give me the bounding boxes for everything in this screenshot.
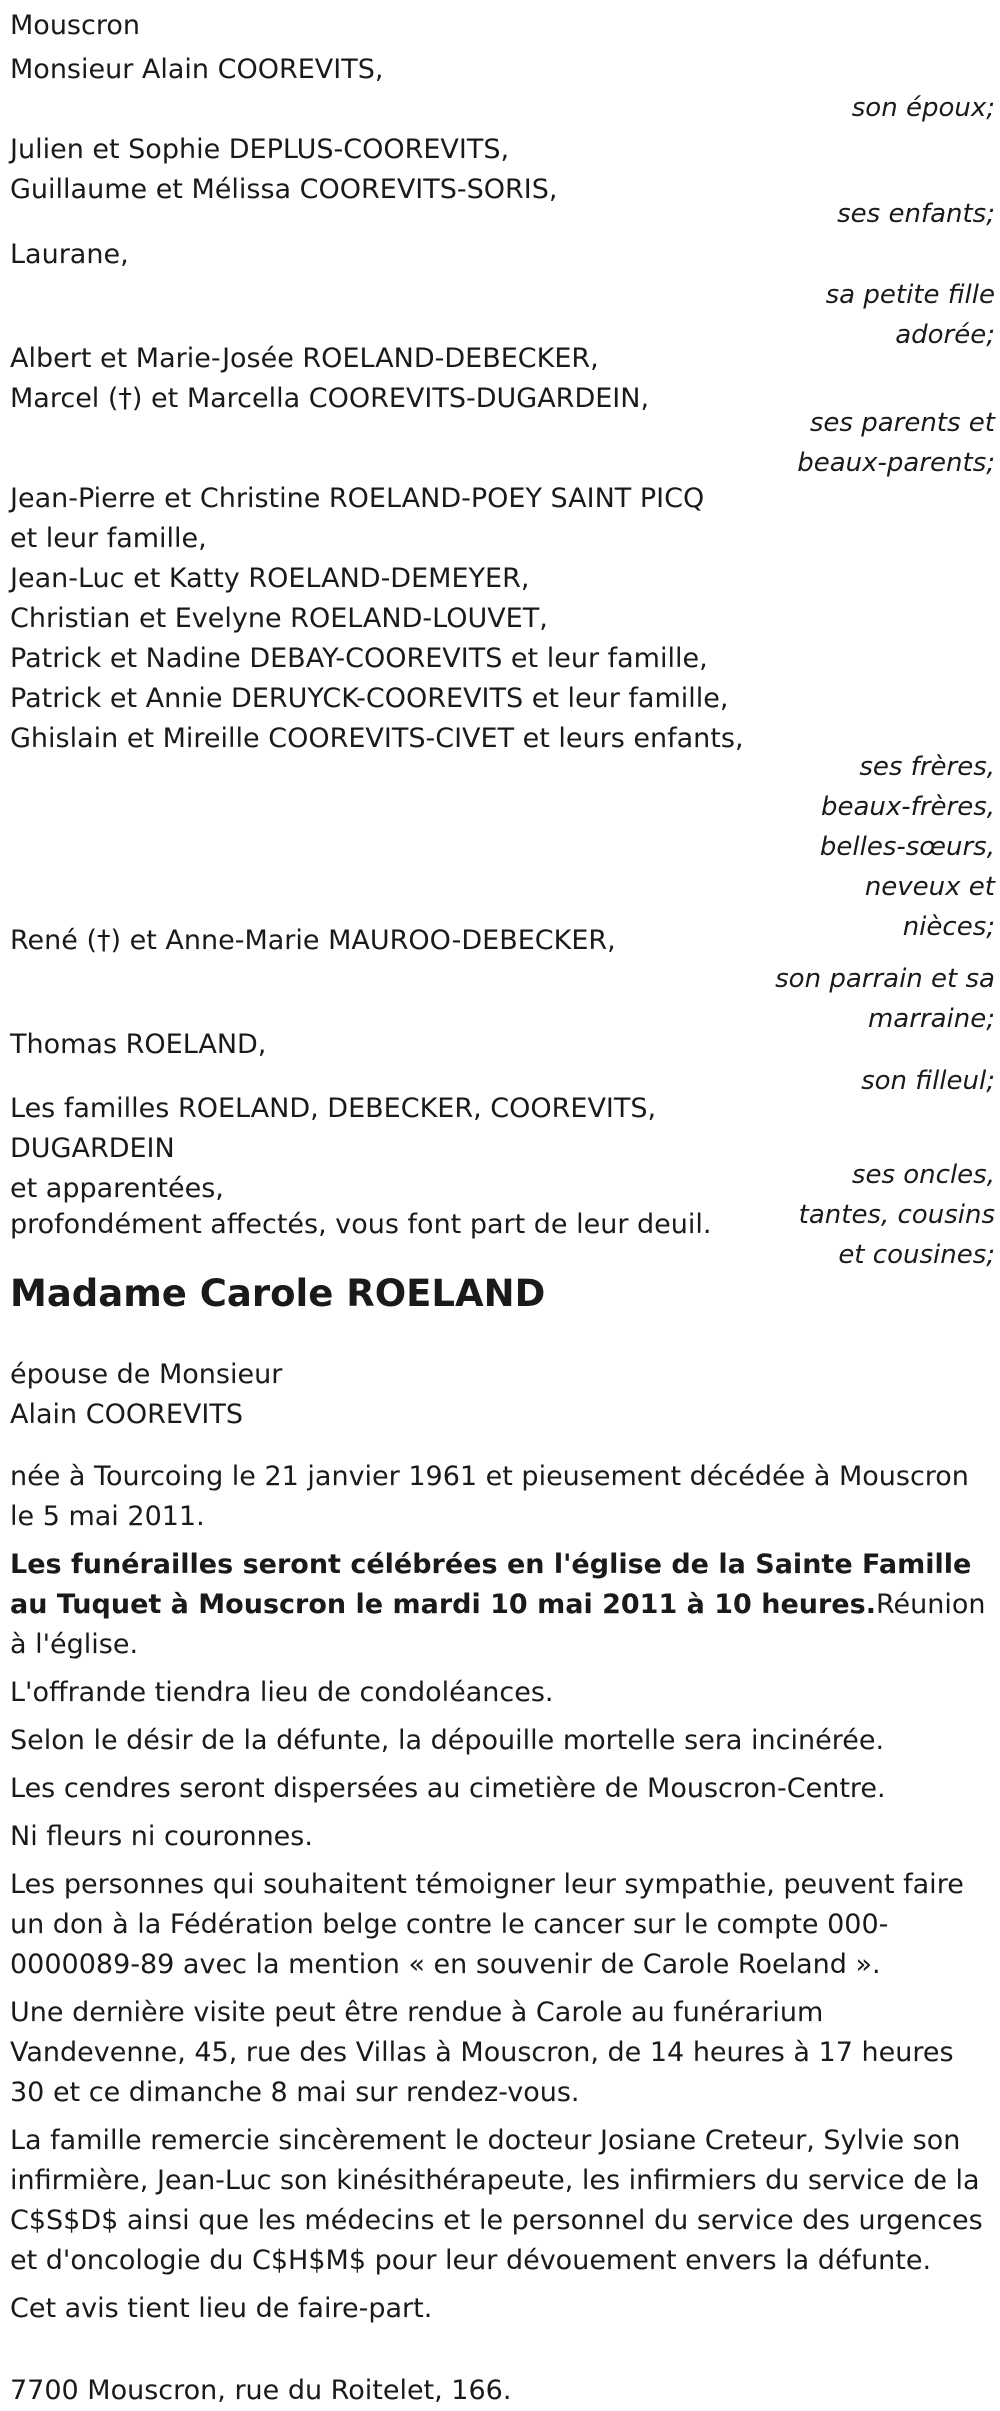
names-list: [10, 921, 790, 961]
names-list: [10, 339, 790, 419]
spouse-line: Alain COOREVITS: [10, 1399, 243, 1430]
names-list: [10, 235, 790, 275]
relation-label: ses frères, beaux-frères, belles-sœurs, neveux et nièces;: [819, 752, 995, 942]
family-name-line: Laurane,: [10, 239, 129, 270]
notice-paragraph: Les cendres seront dispersées au cimetière de Mouscron-Centre.: [10, 1773, 886, 1804]
notice-paragraph: Selon le désir de la défunte, la dépouille mortelle sera incinérée.: [10, 1725, 885, 1756]
deceased-name: Madame Carole ROELAND: [10, 1272, 546, 1315]
family-name-line: Monsieur Alain COOREVITS,: [10, 54, 384, 85]
address-line: 7700 Mouscron, rue du Roitelet, 166.: [10, 2375, 512, 2406]
spouse-info: [10, 1355, 995, 1457]
city-header: Mouscron: [10, 10, 140, 41]
spouse-line: épouse de Monsieur: [10, 1359, 283, 1390]
family-name-line: Les familles ROELAND, DEBECKER, COOREVITS, DUGARDEIN: [10, 1093, 657, 1164]
notice-paragraph: Une dernière visite peut être rendue à Carole au funérarium Vandevenne, 45, rue des Villas à Mouscron, de 14 heures à 17 heures 30 et ce dimanche 8 mai sur rendez-vous.: [10, 1997, 954, 2108]
funeral-meeting: Réunion à l'église.: [10, 1589, 986, 1660]
names-list: [10, 1089, 790, 1209]
family-name-line: Patrick et Nadine DEBAY-COOREVITS et leur famille,: [10, 643, 708, 674]
family-name-line: et apparentées,: [10, 1173, 224, 1204]
family-name-line: Guillaume et Mélissa COOREVITS-SORIS,: [10, 174, 558, 205]
family-name-line: Thomas ROELAND,: [10, 1029, 267, 1060]
birth-death-paragraph: née à Tourcoing le 21 janvier 1961 et pieusement décédée à Mouscron le 5 mai 2011.: [10, 1461, 969, 1532]
names-list: [10, 1025, 790, 1065]
family-name-line: Jean-Luc et Katty ROELAND-DEMEYER,: [10, 563, 530, 594]
family-group-godson: [10, 1025, 995, 1096]
family-name-line: René (†) et Anne-Marie MAUROO-DEBECKER,: [10, 925, 616, 956]
notice-paragraph: Ni fleurs ni couronnes.: [10, 1821, 313, 1852]
family-group-children: [10, 130, 995, 235]
names-list: [10, 50, 790, 90]
family-name-line: et leur famille,: [10, 523, 207, 554]
family-group-parents: [10, 339, 995, 479]
family-name-line: Julien et Sophie DEPLUS-COOREVITS,: [10, 134, 510, 165]
notice-paragraph: Cet avis tient lieu de faire-part.: [10, 2293, 433, 2324]
family-group-granddaughter: [10, 235, 995, 350]
family-name-line: Ghislain et Mireille COOREVITS-CIVET et leurs enfants,: [10, 723, 744, 754]
relation-label: ses oncles, tantes, cousins et cousines;: [798, 1160, 995, 1270]
funeral-details: Les funérailles seront célébrées en l'église de la Sainte Famille au Tuquet à Mouscron le mardi 10 mai 2011 à 10 heures.: [10, 1549, 972, 1620]
family-name-line: Patrick et Annie DERUYCK-COOREVITS et leur famille,: [10, 683, 729, 714]
relation-label: son parrain et sa marraine;: [775, 964, 995, 1034]
notice-paragraph: L'offrande tiendra lieu de condoléances.: [10, 1677, 554, 1708]
relation-label: sa petite fille adorée;: [825, 280, 995, 350]
obituary-notice: [10, 6, 995, 2411]
notice-paragraph: Les personnes qui souhaitent témoigner leur sympathie, peuvent faire un don à la Fédération belge contre le cancer sur le compte 000-0000089-89 avec la mention « en souvenir de Carole Roeland ».: [10, 1869, 964, 1980]
family-group-godparents: [10, 921, 995, 1034]
notice-paragraph: La famille remercie sincèrement le docteur Josiane Creteur, Sylvie son infirmière, Jean-Luc son kinésithérapeute, les infirmiers du service de la C$S$D$ ainsi que les médecins et le personnel du service des urgences et d'oncologie du C$H$M$ pour leur dévouement envers la défunte.: [10, 2125, 983, 2276]
relation-label: ses enfants;: [837, 199, 995, 229]
names-list: [10, 130, 790, 210]
family-name-line: Marcel (†) et Marcella COOREVITS-DUGARDEIN,: [10, 383, 650, 414]
funeral-paragraph: [10, 1545, 995, 1665]
relation-label: ses parents et beaux-parents;: [797, 408, 995, 478]
relation-label: son époux;: [851, 93, 995, 123]
family-group-spouse: [10, 50, 995, 130]
family-name-line: Jean-Pierre et Christine ROELAND-POEY SAINT PICQ: [10, 483, 705, 514]
family-name-line: Albert et Marie-Josée ROELAND-DEBECKER,: [10, 343, 599, 374]
closing-line: profondément affectés, vous font part de leur deuil.: [10, 1209, 712, 1240]
family-name-line: Christian et Evelyne ROELAND-LOUVET,: [10, 603, 548, 634]
relation-label: son filleul;: [861, 1066, 995, 1096]
names-list: [10, 479, 790, 759]
